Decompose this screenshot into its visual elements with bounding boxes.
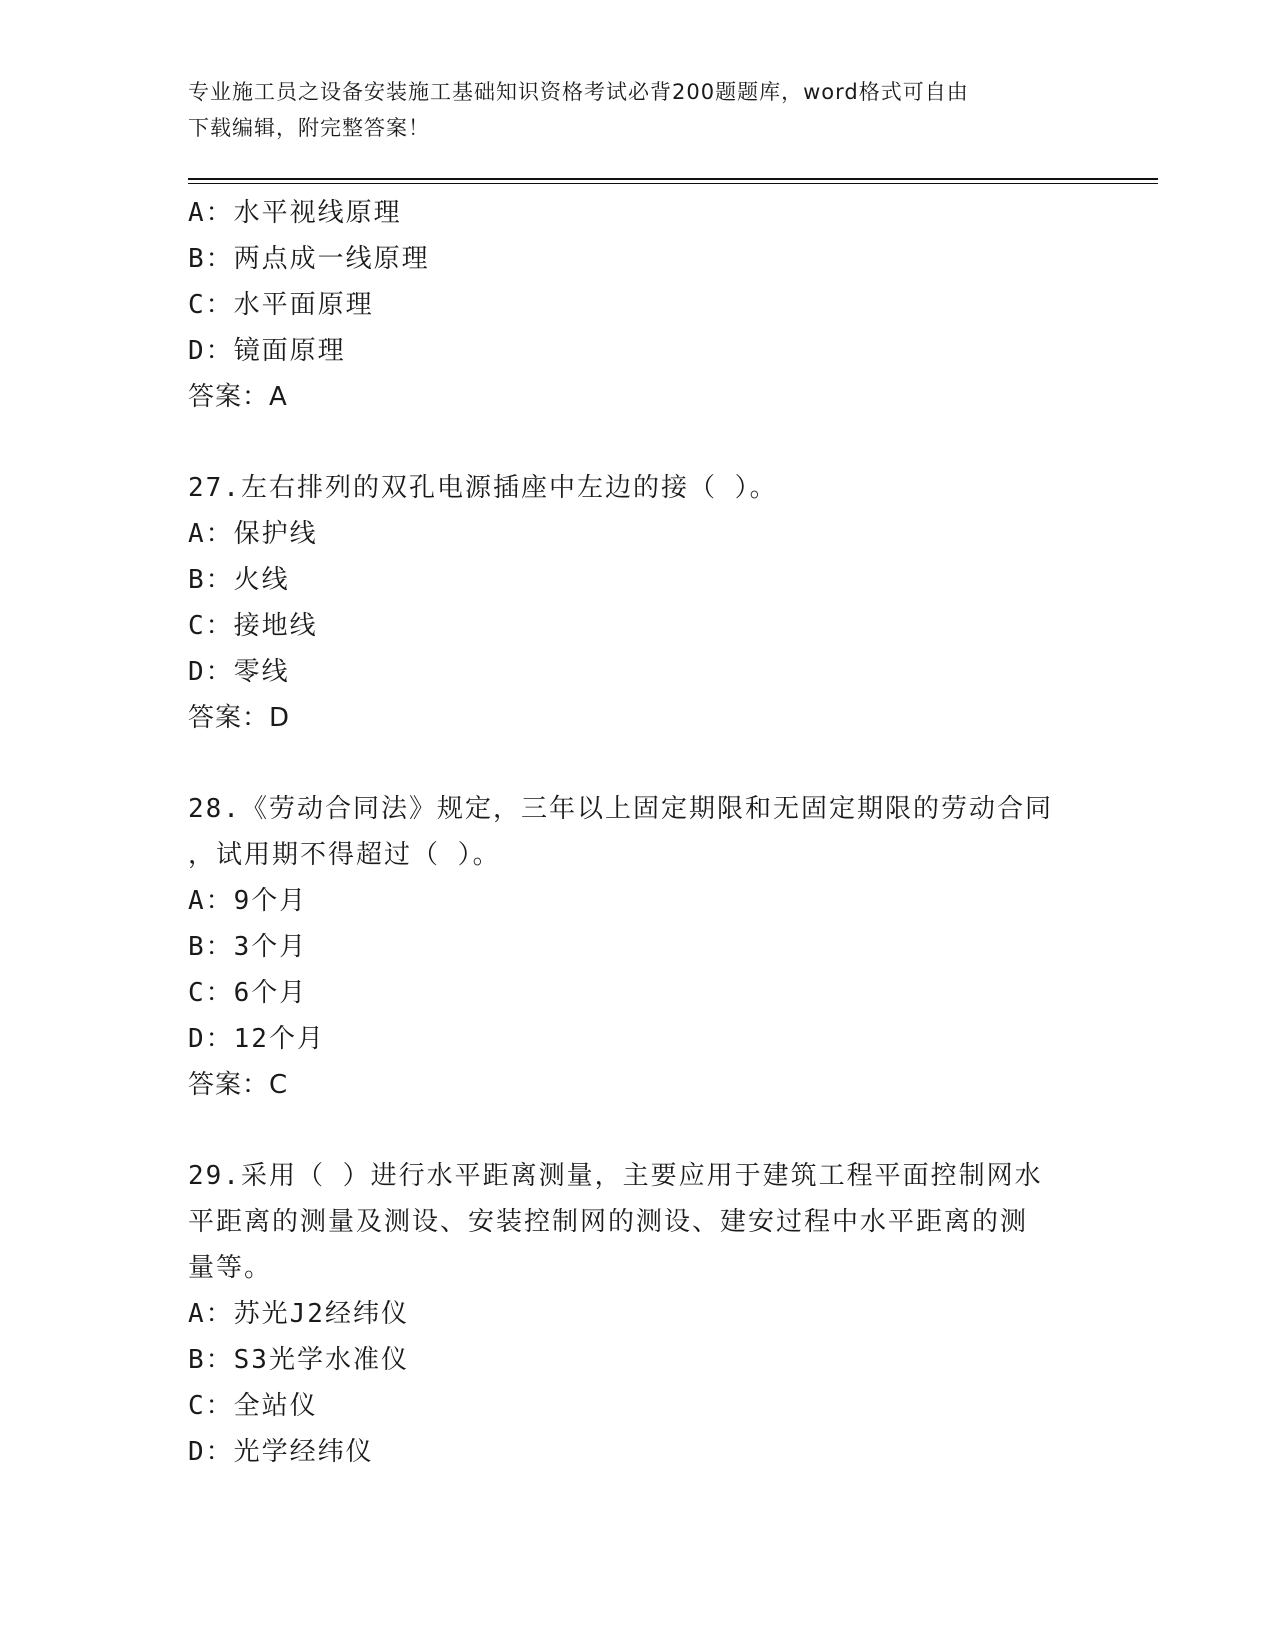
option-a: A：苏光J2经纬仪: [188, 1299, 409, 1329]
answer: 答案：A: [188, 382, 288, 412]
option-c: C：接地线: [188, 611, 318, 641]
option-d: D：12个月: [188, 1024, 325, 1054]
header-line-1: 专业施工员之设备安装施工基础知识资格考试必背200题题库，word格式可自由: [188, 80, 969, 104]
question-stem-line-3: 量等。: [188, 1253, 273, 1283]
answer: 答案：D: [188, 703, 291, 733]
option-a: A：9个月: [188, 886, 308, 916]
option-c: C：水平面原理: [188, 290, 374, 320]
question-26: [188, 190, 1088, 420]
question-stem-line-1: 29.采用（ ）进行水平距离测量，主要应用于建筑工程平面控制网水: [188, 1161, 1043, 1191]
option-d: D：零线: [188, 657, 290, 687]
question-29: [188, 1153, 1088, 1475]
question-stem: 27.左右排列的双孔电源插座中左边的接（ ）。: [188, 473, 778, 503]
document-header: [188, 74, 1088, 146]
option-b: B：3个月: [188, 932, 308, 962]
question-stem-line-1: 28.《劳动合同法》规定，三年以上固定期限和无固定期限的劳动合同: [188, 794, 1053, 824]
option-b: B：S3光学水准仪: [188, 1345, 409, 1375]
question-28: [188, 786, 1088, 1108]
question-list: [188, 190, 1088, 1475]
option-b: B：火线: [188, 565, 290, 595]
question-stem-line-2: ，试用期不得超过（ ）。: [188, 840, 501, 870]
header-line-2: 下载编辑，附完整答案！: [188, 116, 430, 140]
option-c: C：6个月: [188, 978, 308, 1008]
option-d: D：光学经纬仪: [188, 1437, 374, 1467]
option-d: D：镜面原理: [188, 336, 346, 366]
question-27: [188, 465, 1088, 741]
option-a: A：水平视线原理: [188, 198, 402, 228]
option-a: A：保护线: [188, 519, 318, 549]
question-stem-line-2: 平距离的测量及测设、安装控制网的测设、建安过程中水平距离的测: [188, 1207, 1029, 1237]
option-b: B：两点成一线原理: [188, 244, 430, 274]
header-divider-thin: [188, 183, 1158, 184]
header-divider-thick: [188, 178, 1158, 180]
answer: 答案：C: [188, 1070, 289, 1100]
option-c: C：全站仪: [188, 1391, 318, 1421]
